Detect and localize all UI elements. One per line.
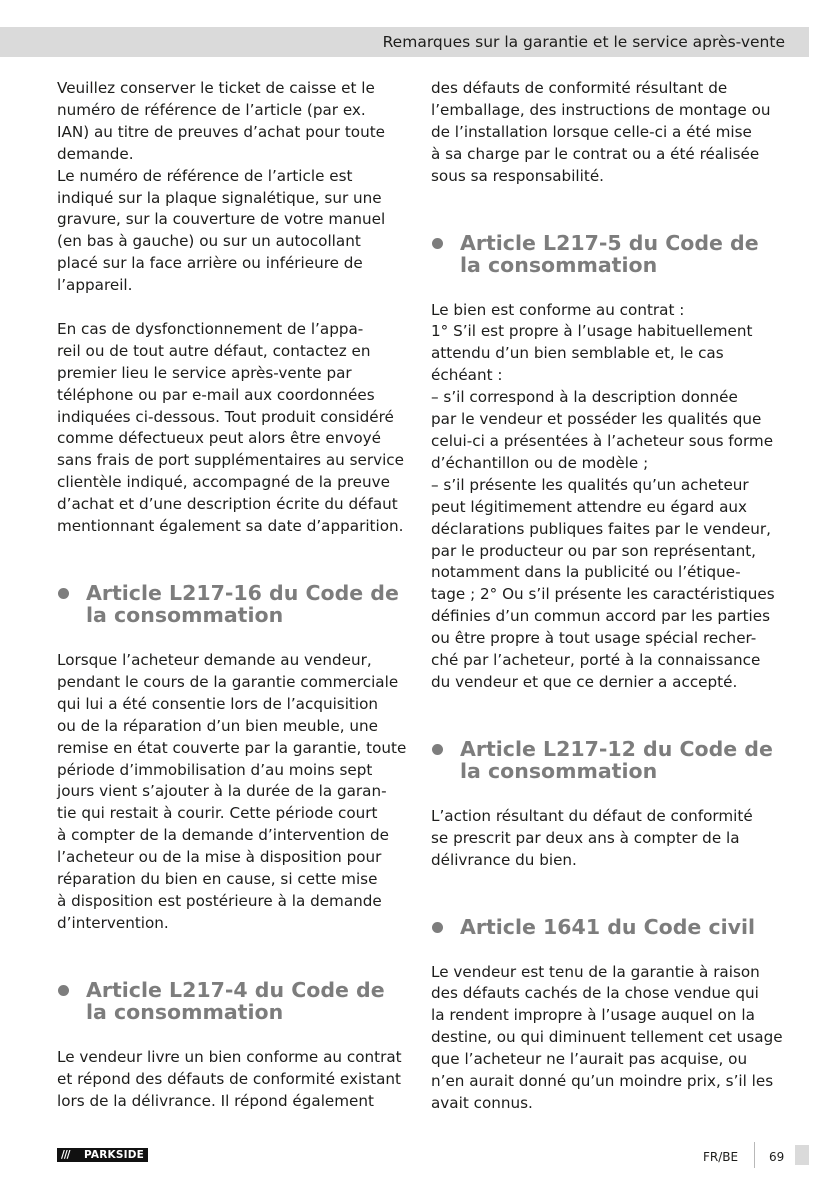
paragraph-receipt: Veuillez conserver le ticket de caisse et le numéro de référence de l’article (par ex. IAN) au titre de preuves d’achat pour toute demande. Le numéro de référence de l’article est indiqué sur la plaque signalétique, sur une gravure, sur la couverture de votre manuel (en bas à gauche) ou sur un autocollant placé sur la face arrière ou inférieure de l’appareil. <box>57 79 386 295</box>
paragraph-malfunction: En cas de dysfonctionnement de l’appa- reil ou de tout autre défaut, contactez en premier lieu le service après-vente par téléphone ou par e-mail aux coordonnées indiquées ci-dessous. Tout produit considéré comme défectueux peut alors être envoyé sans frais de port supplémentaires au service clientèle indiqué, accompagné de la preuve d’achat et d’une description écrite du défaut mentionnant également sa date d’apparition. <box>57 319 404 536</box>
bullet-icon <box>58 985 69 996</box>
footer-language-code: FR/BE <box>703 1150 739 1164</box>
paragraph-1641: Le vendeur est tenu de la garantie à raison des défauts cachés de la chose vendue qui la rendent impropre à l’usage auquel on la destine, ou qui diminuent tellement cet usage que l’acheteur ne l’aurait pas acquise, ou n’en aurait donné qu’un moindre prix, s’il les avait connus. <box>431 962 783 1112</box>
paragraph-l217-4: Le vendeur livre un bien conforme au contrat et répond des défauts de conformité existant lors de la délivrance. Il répond également <box>57 1047 402 1110</box>
heading-article-l217-4 <box>57 979 412 1023</box>
heading-text: Article 1641 du Code civil <box>460 914 756 939</box>
header-bar <box>0 27 809 57</box>
heading-article-1641 <box>431 916 786 938</box>
heading-article-l217-16 <box>57 582 412 626</box>
left-column <box>57 78 412 1113</box>
heading-text: Article L217-16 du Code de la consommation <box>86 581 399 628</box>
bullet-icon <box>58 588 69 599</box>
paragraph-l217-16: Lorsque l’acheteur demande au vendeur, pendant le cours de la garantie commerciale qui lui a été consentie lors de l’acquisition ou de la réparation d’un bien meuble, une remise en état couverte par la garantie, toute période d’immobilisation d’au moins sept jours vient s’ajouter à la durée de la garan- tie qui restait à courir. Cette période court à compter de la demande d’intervention de l’acheteur ou de la mise à disposition pour réparation du bien en cause, si cette mise à disposition est postérieure à la demande d’intervention. <box>57 651 407 932</box>
page-header-title: Remarques sur la garantie et le service après-vente <box>382 33 785 51</box>
logo-slashes: /// <box>61 1149 70 1161</box>
parkside-logo <box>57 1148 148 1162</box>
heading-article-l217-5 <box>431 232 786 276</box>
bullet-icon <box>432 238 443 249</box>
logo-text: PARKSIDE <box>83 1149 144 1161</box>
footer-tab-marker <box>795 1145 809 1165</box>
heading-article-l217-12 <box>431 738 786 782</box>
heading-text: Article L217-4 du Code de la consommation <box>86 977 385 1024</box>
heading-text: Article L217-5 du Code de la consommation <box>460 230 759 277</box>
paragraph-l217-5: Le bien est conforme au contrat : 1° S’il est propre à l’usage habituellement attendu d’un bien semblable et, le cas échéant : – s’il correspond à la description donnée par le vendeur et posséder les qualités que celui-ci a présentées à l’acheteur sous forme d’échantillon ou de modèle ; – s’il présente les qualités qu’un acheteur peut légitimement attendre eu égard aux déclarations publiques faites par le vendeur, par le producteur ou par son représentant, notamment dans la publicité ou l’étique- tage ; 2° Ou s’il présente les caractéristiques définies d’un commun accord par les parties ou être propre à tout usage spécial recher- ché par l’acheteur, porté à la connaissance du vendeur et que ce dernier a accepté. <box>431 300 775 691</box>
page-number: 69 <box>769 1150 785 1164</box>
heading-text: Article L217-12 du Code de la consommation <box>460 736 773 783</box>
paragraph-l217-4-continued: des défauts de conformité résultant de l’emballage, des instructions de montage ou de l’installation lorsque celle-ci a été mise à sa charge par le contrat ou a été réalisée sous sa responsabilité. <box>431 79 771 185</box>
right-column <box>431 78 786 1115</box>
footer-divider <box>754 1142 755 1168</box>
bullet-icon <box>432 744 443 755</box>
bullet-icon <box>432 922 443 933</box>
paragraph-l217-12: L’action résultant du défaut de conformité se prescrit par deux ans à compter de la délivrance du bien. <box>431 806 753 869</box>
